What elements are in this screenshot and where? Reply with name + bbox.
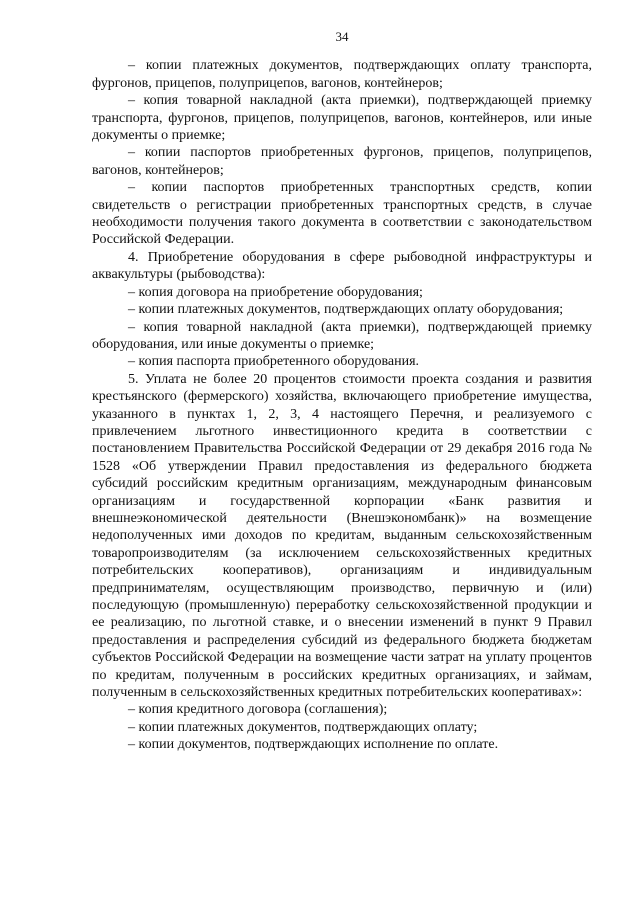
- page-number: 34: [335, 29, 349, 44]
- document-page: [92, 28, 592, 754]
- list-item: – копии документов, подтверждающих исполнение по оплате.: [128, 737, 499, 753]
- section-heading-4: 4. Приобретение оборудования в сфере рыбоводной инфраструктуры и аквакультуры (рыбоводства):: [92, 249, 592, 283]
- list-item: – копии паспортов приобретенных фургонов, прицепов, полуприцепов, вагонов, контейнеров;: [92, 145, 592, 178]
- list-item: – копия кредитного договора (соглашения);: [128, 702, 388, 718]
- list-item: – копии платежных документов, подтверждающих оплату оборудования;: [128, 302, 564, 318]
- list-item: – копии платежных документов, подтверждающих оплату транспорта, фургонов, прицепов, полуприцепов, вагонов, контейнеров;: [92, 58, 592, 91]
- list-item: – копии паспортов приобретенных транспортных средств, копии свидетельств о регистрации приобретенных транспортных средств, в случае необходимости получения такого документа в соответствии с законодательством Российской Федерации.: [92, 180, 592, 248]
- list-item: – копия паспорта приобретенного оборудования.: [128, 354, 420, 370]
- list-item: – копия товарной накладной (акта приемки), подтверждающей приемку оборудования, или иные документы о приемке;: [92, 319, 592, 352]
- section-heading-5: 5. Уплата не более 20 процентов стоимости проекта создания и развития крестьянского (фермерского) хозяйства, включающего приобретение имущества, указанного в пунктах 1, 2, 3, 4 настоящего Перечня, и реализуемого с привлечением льготного инвестиционного кредита в соответствии с постановлением Правительства Российской Федерации от 29 декабря 2016 года № 1528 «Об утверждении Правил предоставления из федерального бюджета субсидий российским кредитным организациям, международным финансовым организациям и государственной корпорации «Банк развития и внешнеэкономической деятельности (Внешэкономбанк)» на возмещение недополученных ими доходов по кредитам, выданным сельскохозяйственным товаропроизводителям (за исключением сельскохозяйственных кредитных потребительских кооперативов), организациям и индивидуальным предпринимателям, осуществляющим производство, первичную и (или) последующую (промышленную) переработку сельскохозяйственной продукции и ее реализацию, по льготной ставке, и о внесении изменений в пункт 9 Правил предоставления и распределения субсидий из федерального бюджета бюджетам субъектов Российской Федерации на возмещение части затрат на уплату процентов по кредитам, полученным в российских кредитных организациях, и займам, полученным в сельскохозяйственных кредитных потребительских кооперативах»:: [92, 371, 592, 701]
- list-item: – копия товарной накладной (акта приемки), подтверждающей приемку транспорта, фургонов, прицепов, полуприцепов, вагонов, контейнеров, или иные документы о приемке;: [92, 93, 592, 144]
- list-item: – копии платежных документов, подтверждающих оплату;: [128, 719, 478, 735]
- list-item: – копия договора на приобретение оборудования;: [128, 284, 423, 300]
